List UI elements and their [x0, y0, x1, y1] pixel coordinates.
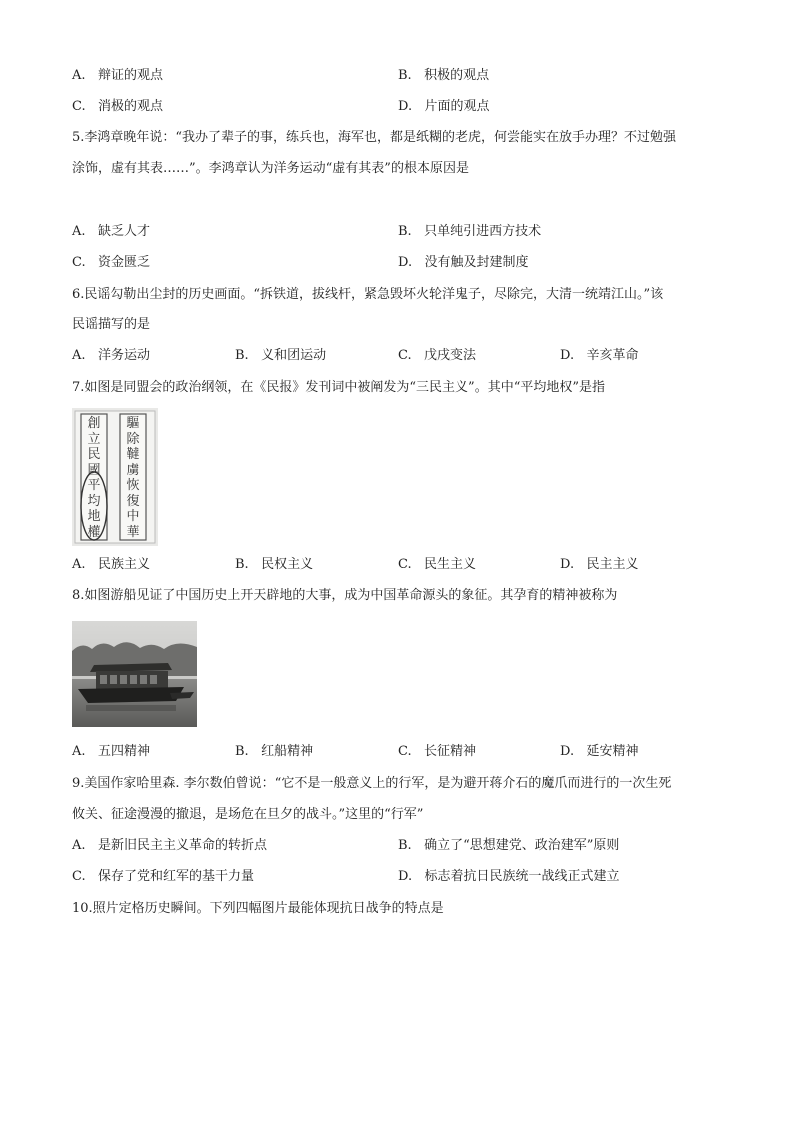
- program-char: 平: [87, 478, 101, 493]
- q8-option-d: D. 延安精神: [560, 744, 639, 759]
- q7-option-c: C. 民生主义: [398, 557, 477, 572]
- program-char: 地: [87, 509, 101, 524]
- q6-stem-line1: 6.民谣勾勒出尘封的历史画面。“拆铁道，拔线杆，紧急毁坏火轮洋鬼子，尽除完，大清一统靖江山。”该: [72, 287, 664, 302]
- q7-option-b: B. 民权主义: [235, 557, 314, 572]
- program-char: 立: [87, 431, 101, 447]
- q6-option-d: D. 辛亥革命: [560, 348, 639, 363]
- q6-option-c: C. 戊戌变法: [398, 348, 477, 363]
- q9-option-a: A. 是新旧民主主义革命的转折点: [72, 838, 267, 853]
- program-char: 創: [87, 416, 101, 431]
- q10-stem-line1: 10.照片定格历史瞬间。下列四幅图片最能体现抗日战争的特点是: [72, 901, 444, 916]
- q5-option-a: A. 缺乏人才: [72, 224, 150, 239]
- program-char: 中: [126, 509, 140, 524]
- program-char: 華: [126, 524, 140, 540]
- program-char: 國: [87, 462, 101, 478]
- program-char: 韃: [126, 447, 140, 462]
- q7-option-d: D. 民主主义: [560, 557, 639, 572]
- red-boat-photo: [72, 621, 197, 727]
- q9-stem-line2: 攸关、征途漫漫的撤退，是场危在旦夕的战斗。”这里的“行军”: [72, 807, 424, 822]
- program-char: 虜: [126, 462, 140, 478]
- q5-option-d: D. 没有触及封建制度: [398, 255, 529, 270]
- q4-option-c: C. 消极的观点: [72, 99, 164, 114]
- tongmenghui-program-image: [72, 408, 158, 546]
- q9-stem-line1: 9.美国作家哈里森. 李尔数伯曾说：“它不是一般意义上的行军，是为避开蒋介石的魔爪而进行的一次生死: [72, 776, 672, 791]
- q7-option-a: A. 民族主义: [72, 557, 150, 572]
- q8-option-b: B. 红船精神: [235, 744, 314, 759]
- q8-stem-line1: 8.如图游船见证了中国历史上开天辟地的大事，成为中国革命源头的象征。其孕育的精神被称为: [72, 588, 618, 603]
- program-char: 除: [126, 431, 140, 447]
- q8-option-a: A. 五四精神: [72, 744, 150, 759]
- program-char: 復: [126, 493, 140, 509]
- q9-option-b: B. 确立了“思想建党、政治建军”原则: [398, 838, 620, 853]
- q5-option-c: C. 资金匮乏: [72, 255, 151, 270]
- q9-option-c: C. 保存了党和红军的基干力量: [72, 869, 255, 884]
- red-boat-photo-graphic: [72, 621, 197, 727]
- q6-option-b: B. 义和团运动: [235, 348, 327, 363]
- q8-option-c: C. 长征精神: [398, 744, 477, 759]
- q4-option-a: A. 辩证的观点: [72, 68, 163, 83]
- q9-option-d: D. 标志着抗日民族统一战线正式建立: [398, 869, 620, 884]
- q4-option-b: B. 积极的观点: [398, 68, 490, 83]
- program-char: 驅: [126, 416, 140, 431]
- program-char: 權: [87, 524, 101, 540]
- program-char: 恢: [126, 478, 140, 493]
- q7-stem-line1: 7.如图是同盟会的政治纲领，在《民报》发刊词中被阐发为“三民主义”。其中“平均地权”是指: [72, 380, 605, 395]
- q5-stem-line1: 5.李鸿章晚年说：“我办了辈子的事，练兵也，海军也，都是纸糊的老虎，何尝能实在放手办理？不过勉强: [72, 130, 677, 145]
- q6-option-a: A. 洋务运动: [72, 348, 150, 363]
- program-left-column: [82, 416, 106, 540]
- q4-option-d: D. 片面的观点: [398, 99, 490, 114]
- q5-stem-line2: 涂饰，虚有其表……”。李鸿章认为洋务运动“虚有其表”的根本原因是: [72, 161, 469, 176]
- q5-option-b: B. 只单纯引进西方技术: [398, 224, 542, 239]
- program-char: 民: [87, 447, 101, 462]
- q6-stem-line2: 民谣描写的是: [72, 317, 151, 332]
- program-char: 均: [87, 493, 101, 509]
- program-right-column: [121, 416, 145, 540]
